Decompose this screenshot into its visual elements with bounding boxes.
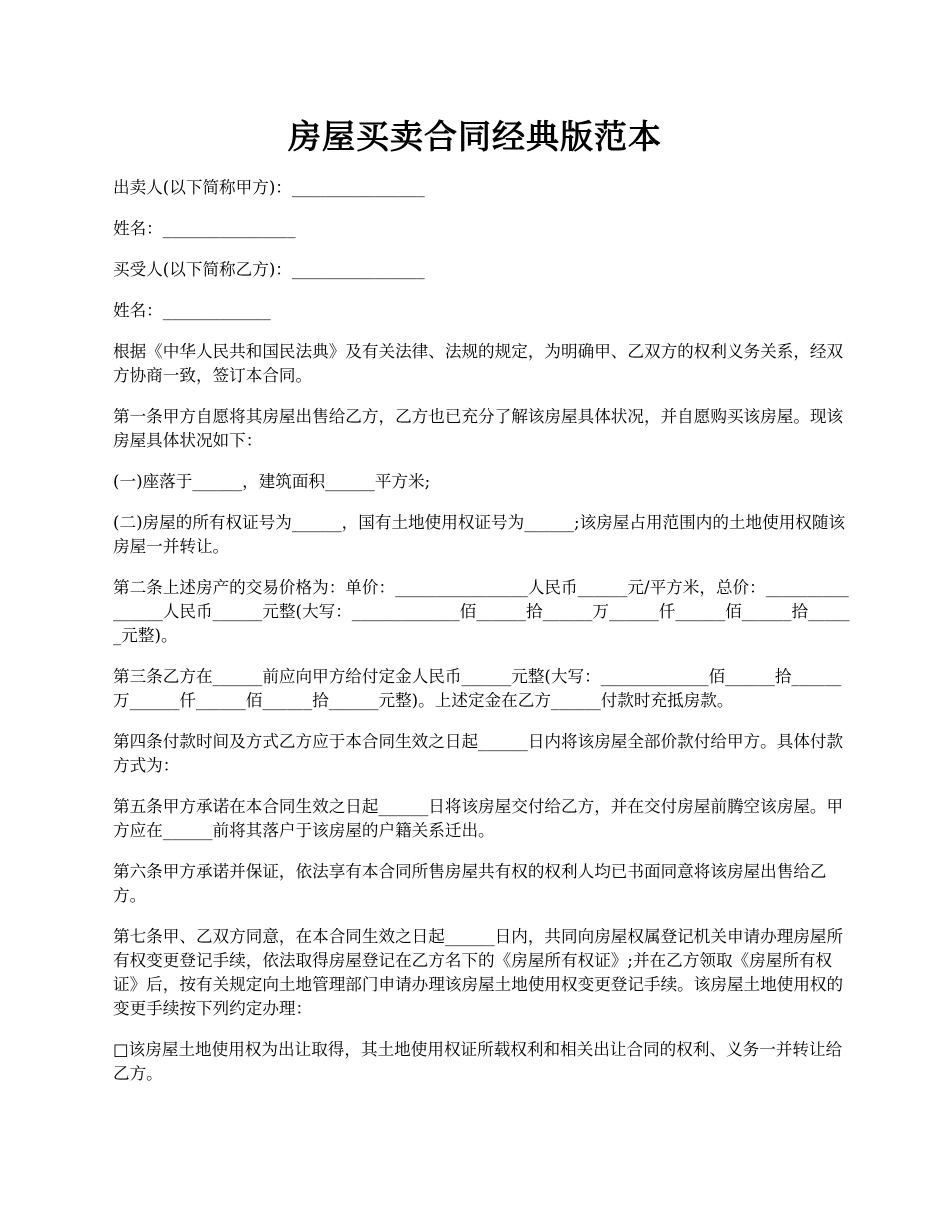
document-title: 房屋买卖合同经典版范本 xyxy=(288,117,662,156)
document-body xyxy=(113,176,853,1103)
article-7-paragraph: 第七条甲、乙双方同意，在本合同生效之日起______日内，共同向房屋权属登记机关申请办理房屋所有权变更登记手续，依法取得房屋登记在乙方名下的《房屋所有权证》;并在乙方领取《房屋所有权证》后，按有关规定向土地管理部门申请办理该房屋土地使用权变更登记手续。该房屋土地使用权的变更手续按下列约定办理： xyxy=(113,927,844,1018)
land-use-option-paragraph: □该房屋土地使用权为出让取得，其土地使用权证所载权利和相关出让合同的权利、义务一并转让给乙方。 xyxy=(113,1040,843,1083)
buyer-name-field: 姓名：_____________ xyxy=(113,301,271,320)
seller-name-field: 姓名：________________ xyxy=(113,219,296,238)
article-5-paragraph: 第五条甲方承诺在本合同生效之日起______日将该房屋交付给乙方，并在交付房屋前腾空该房屋。甲方应在______前将其落户于该房屋的户籍关系迁出。 xyxy=(113,797,844,840)
article-1-item-2: (二)房屋的所有权证号为______，国有土地使用权证号为______;该房屋占用范围内的土地使用权随该房屋一并转让。 xyxy=(113,513,846,556)
article-2-paragraph: 第二条上述房产的交易价格为：单价：________________人民币______元/平方米，总价：________________人民币______元整(大写：_____________佰______拾______万______仟______佰______拾______元整)。 xyxy=(113,578,850,645)
article-1-item-1: (一)座落于______，建筑面积______平方米; xyxy=(113,472,431,491)
article-1-paragraph: 第一条甲方自愿将其房屋出售给乙方，乙方也已充分了解该房屋具体状况，并自愿购买该房屋。现该房屋具体状况如下： xyxy=(113,407,844,450)
article-3-paragraph: 第三条乙方在______前应向甲方给付定金人民币______元整(大写：_____________佰______拾______万______仟______佰______拾______元整)。上述定金在乙方______付款时充抵房款。 xyxy=(113,667,842,710)
preamble-paragraph: 根据《中华人民共和国民法典》及有关法律、法规的规定，为明确甲、乙双方的权利义务关系，经双方协商一致，签订本合同。 xyxy=(113,342,844,385)
article-6-paragraph: 第六条甲方承诺并保证，依法享有本合同所售房屋共有权的权利人均已书面同意将该房屋出售给乙方。 xyxy=(113,862,827,905)
buyer-field: 买受人(以下简称乙方)：________________ xyxy=(113,260,425,279)
seller-field: 出卖人(以下简称甲方)：________________ xyxy=(113,178,425,197)
article-4-paragraph: 第四条付款时间及方式乙方应于本合同生效之日起______日内将该房屋全部价款付给甲方。具体付款方式为： xyxy=(113,732,844,775)
